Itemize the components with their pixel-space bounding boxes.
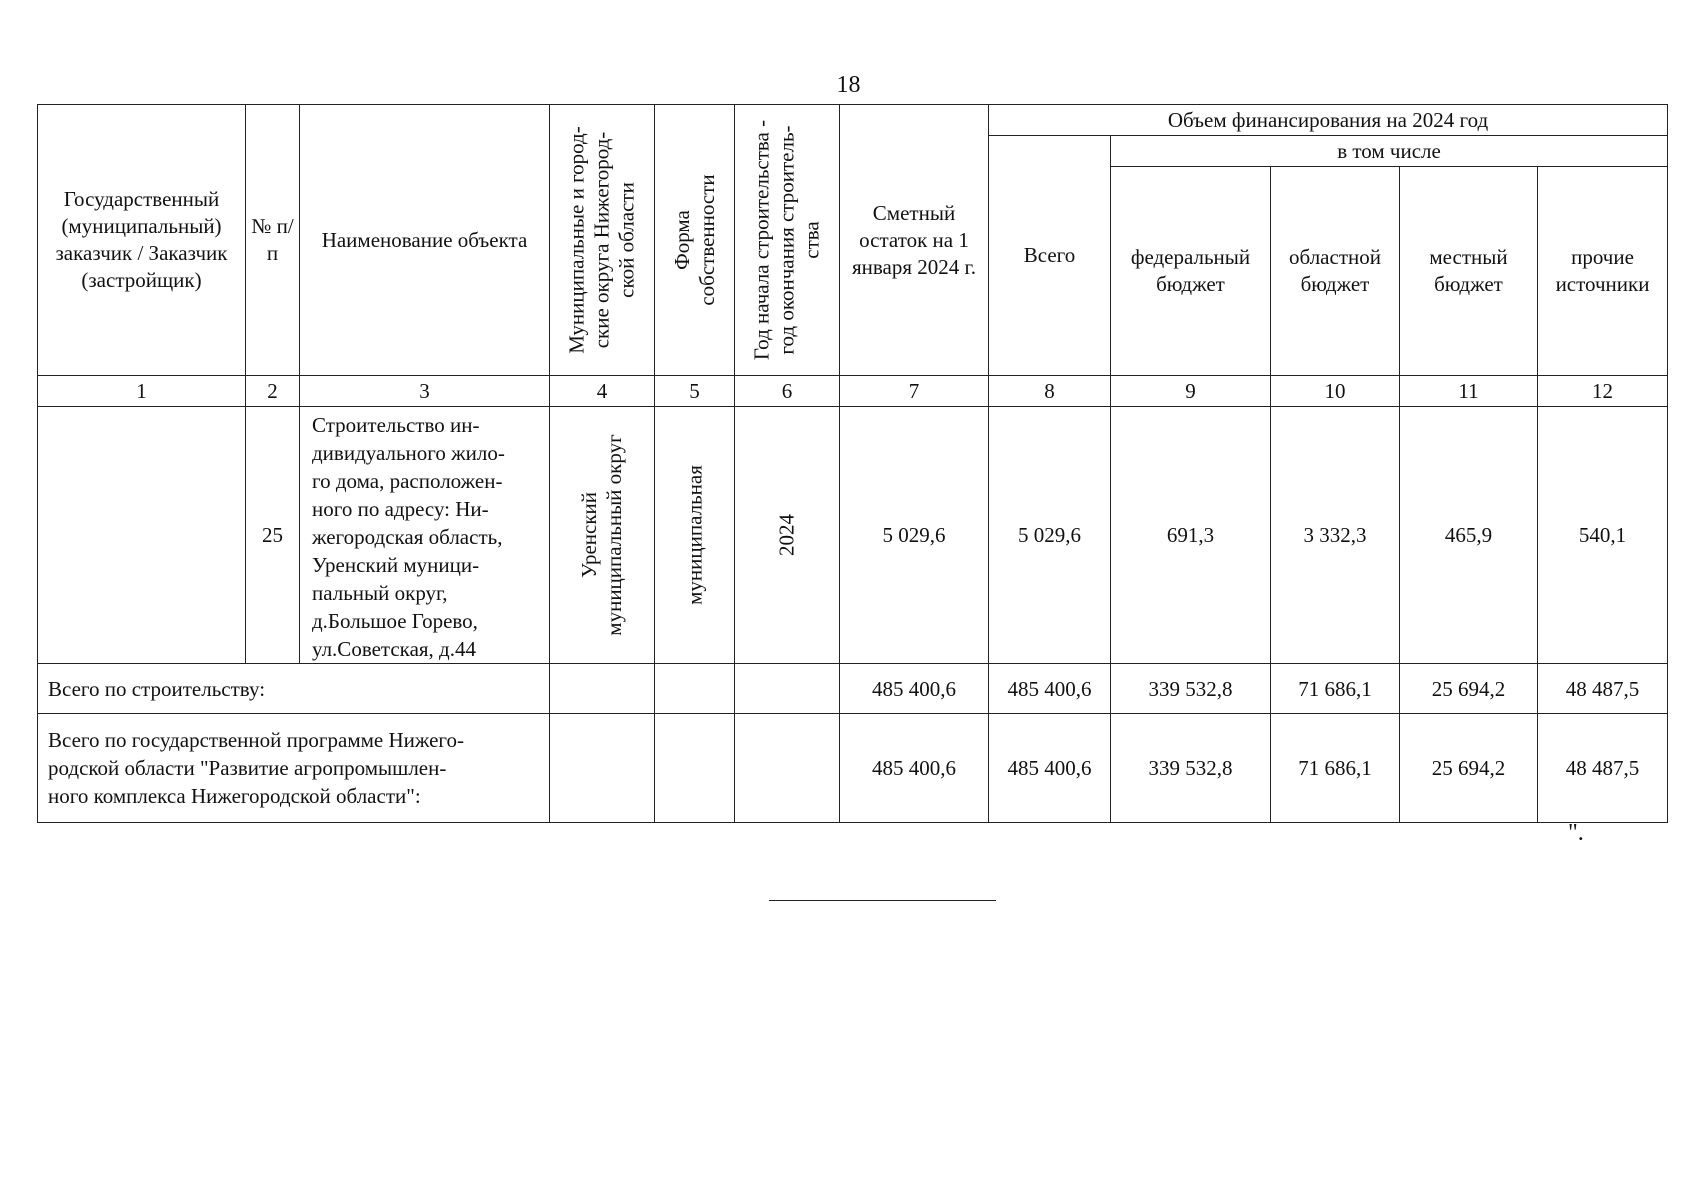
- row-local: 465,9: [1400, 407, 1538, 664]
- column-number: 1: [38, 376, 246, 407]
- total-program-regional: 71 686,1: [1271, 714, 1400, 823]
- column-number: 12: [1538, 376, 1668, 407]
- total-construction-regional: 71 686,1: [1271, 664, 1400, 714]
- header-local: местный бюджет: [1400, 167, 1538, 376]
- empty-cell: [735, 664, 840, 714]
- column-number: 5: [655, 376, 735, 407]
- header-municipality: Муниципальные и город- ские округа Нижегород- ской области: [550, 105, 655, 376]
- header-object-name: Наименование объекта: [300, 105, 550, 376]
- closing-quote: ".: [1568, 820, 1584, 846]
- column-number: 6: [735, 376, 840, 407]
- page-number: 18: [836, 72, 861, 98]
- total-construction-row: [38, 664, 1668, 714]
- total-construction-local: 25 694,2: [1400, 664, 1538, 714]
- column-number: 8: [989, 376, 1111, 407]
- row-regional: 3 332,3: [1271, 407, 1400, 664]
- row-total: 5 029,6: [989, 407, 1111, 664]
- column-number: 4: [550, 376, 655, 407]
- row-other: 540,1: [1538, 407, 1668, 664]
- header-federal: федеральный бюджет: [1111, 167, 1271, 376]
- end-divider: [769, 900, 996, 901]
- total-program-row: [38, 714, 1668, 823]
- header-number: № п/п: [246, 105, 300, 376]
- column-number: 2: [246, 376, 300, 407]
- empty-cell: [735, 714, 840, 823]
- total-construction-label: Всего по строительству:: [38, 664, 550, 714]
- header-funding-2024: Объем финансирования на 2024 год: [989, 105, 1668, 136]
- header-estimate-balance: Сметный остаток на 1 января 2024 г.: [840, 105, 989, 376]
- column-number: 9: [1111, 376, 1271, 407]
- empty-cell: [655, 714, 735, 823]
- column-number: 7: [840, 376, 989, 407]
- row-number: 25: [246, 407, 300, 664]
- header-years: Год начала строительства - год окончания строитель- ства: [735, 105, 840, 376]
- total-construction-total: 485 400,6: [989, 664, 1111, 714]
- header-other: прочие источники: [1538, 167, 1668, 376]
- header-row-1: [38, 105, 1668, 136]
- column-number: 11: [1400, 376, 1538, 407]
- table-row: [38, 407, 1668, 664]
- column-number: 3: [300, 376, 550, 407]
- row-municipality: Уренский муниципальный округ: [550, 407, 655, 664]
- column-number: 10: [1271, 376, 1400, 407]
- header-total: Всего: [989, 136, 1111, 376]
- empty-cell: [655, 664, 735, 714]
- row-years: 2024: [735, 407, 840, 664]
- total-construction-federal: 339 532,8: [1111, 664, 1271, 714]
- header-customer: Государственный (муниципальный) заказчик / Заказчик (застройщик): [38, 105, 246, 376]
- column-number-row: [38, 376, 1668, 407]
- row-object-name: Строительство ин- дивидуального жило- го дома, расположен- ного по адресу: Ни- жегородская область, Уренский муници- пальный округ, д.Большое Горево, ул.Советская, д.44: [300, 407, 550, 664]
- header-ownership: Форма собственности: [655, 105, 735, 376]
- total-program-total: 485 400,6: [989, 714, 1111, 823]
- total-program-estimate: 485 400,6: [840, 714, 989, 823]
- total-program-label: Всего по государственной программе Нижего- родской области "Развитие агропромышлен- ного комплекса Нижегородской области":: [38, 714, 550, 823]
- header-including: в том числе: [1111, 136, 1668, 167]
- total-program-other: 48 487,5: [1538, 714, 1668, 823]
- financing-table: [37, 104, 1668, 823]
- total-program-federal: 339 532,8: [1111, 714, 1271, 823]
- empty-cell: [550, 714, 655, 823]
- row-ownership: муниципальная: [655, 407, 735, 664]
- row-estimate-balance: 5 029,6: [840, 407, 989, 664]
- header-regional: областной бюджет: [1271, 167, 1400, 376]
- total-construction-other: 48 487,5: [1538, 664, 1668, 714]
- total-program-local: 25 694,2: [1400, 714, 1538, 823]
- row-customer: [38, 407, 246, 664]
- row-federal: 691,3: [1111, 407, 1271, 664]
- total-construction-estimate: 485 400,6: [840, 664, 989, 714]
- empty-cell: [550, 664, 655, 714]
